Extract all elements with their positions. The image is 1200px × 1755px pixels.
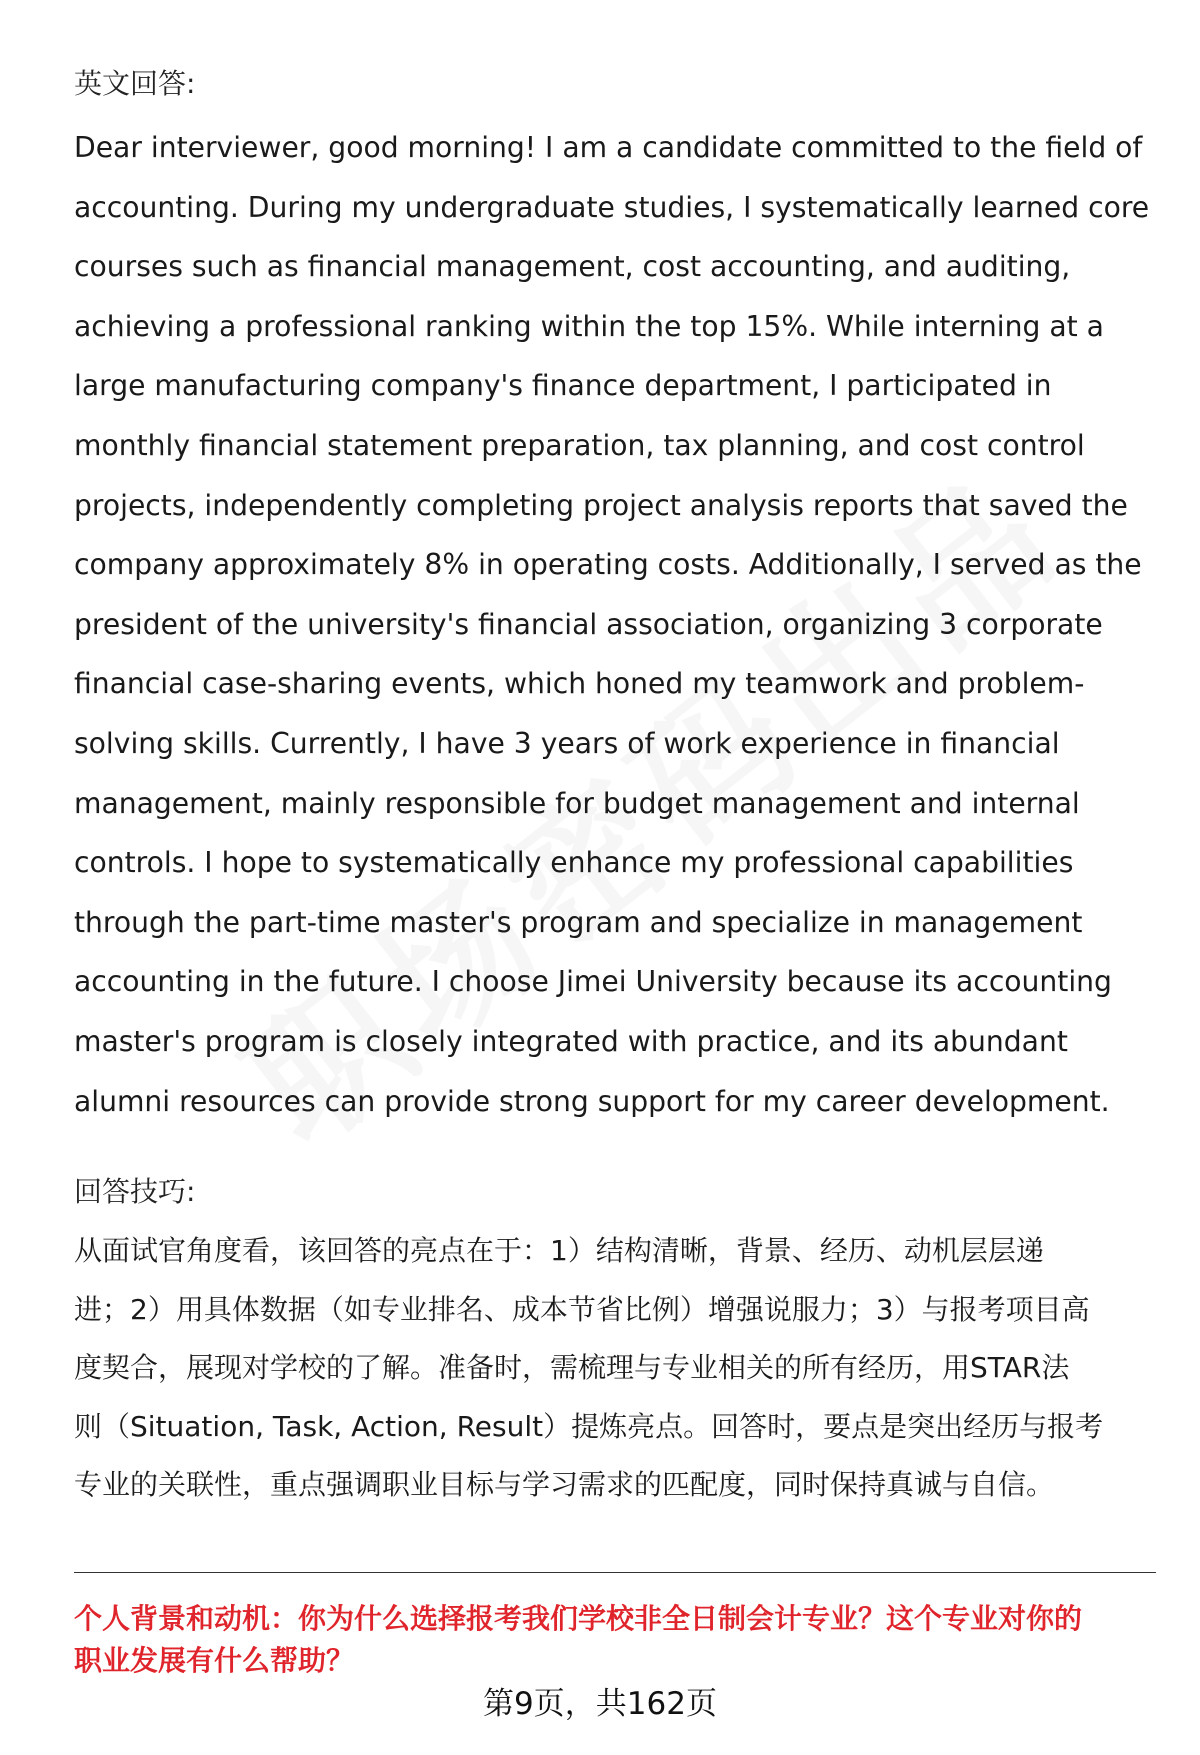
english-answer-line: management, mainly responsible for budget management and internal (74, 786, 1080, 820)
english-answer-line: master's program is closely integrated with practice, and its abundant (74, 1024, 1068, 1058)
english-answer-line: Dear interviewer, good morning! I am a candidate committed to the field of (74, 131, 1143, 164)
english-answer-line: solving skills. Currently, I have 3 years of work experience in financial (74, 726, 1060, 760)
english-answer-line: through the part-time master's program and specialize in management (74, 905, 1083, 939)
english-answer-body (74, 118, 1154, 1131)
section-divider (74, 1572, 1156, 1573)
english-answer-line: projects, independently completing project analysis reports that saved the (74, 488, 1128, 522)
page-number: 第9页，共162页 (483, 1686, 717, 1722)
english-answer-line: monthly financial statement preparation, tax planning, and cost control (74, 428, 1085, 462)
next-question-line: 个人背景和动机：你为什么选择报考我们学校非全日制会计专业？这个专业对你的 (74, 1602, 1083, 1635)
english-answer-line: president of the university's financial association, organizing 3 corporate (74, 607, 1103, 641)
next-question-line: 职业发展有什么帮助？ (74, 1644, 355, 1677)
next-question-heading (74, 1598, 1164, 1682)
answer-tips-body (74, 1222, 1154, 1515)
answer-tips-line: 从面试官角度看，该回答的亮点在于：1）结构清晰，背景、经历、动机层层递 (74, 1234, 1044, 1267)
english-answer-line: alumni resources can provide strong support for my career development. (74, 1084, 1110, 1118)
answer-tips-line: 进；2）用具体数据（如专业排名、成本节省比例）增强说服力；3）与报考项目高 (74, 1292, 1090, 1326)
answer-tips-line: 度契合，展现对学校的了解。准备时，需梳理与专业相关的所有经历，用STAR法 (74, 1351, 1070, 1384)
english-answer-line: accounting. During my undergraduate studies, I systematically learned core (74, 190, 1150, 224)
english-answer-line: courses such as financial management, cost accounting, and auditing, (74, 250, 1071, 284)
english-answer-line: company approximately 8% in operating costs. Additionally, I served as the (74, 548, 1142, 582)
english-answer-line: achieving a professional ranking within the top 15%. While interning at a (74, 309, 1104, 343)
english-answer-label: 英文回答: (74, 67, 196, 100)
answer-tips-line: 则（Situation, Task, Action, Result）提炼亮点。回答时，要点是突出经历与报考 (74, 1409, 1104, 1443)
english-answer-line: accounting in the future. I choose Jimei University because its accounting (74, 965, 1112, 999)
english-answer-line: controls. I hope to systematically enhance my professional capabilities (74, 846, 1074, 880)
answer-tips-label: 回答技巧: (74, 1175, 196, 1208)
english-answer-line: financial case-sharing events, which honed my teamwork and problem- (74, 667, 1085, 701)
english-answer-line: large manufacturing company's finance department, I participated in (74, 369, 1052, 403)
answer-tips-line: 专业的关联性，重点强调职业目标与学习需求的匹配度，同时保持真诚与自信。 (74, 1468, 1055, 1501)
